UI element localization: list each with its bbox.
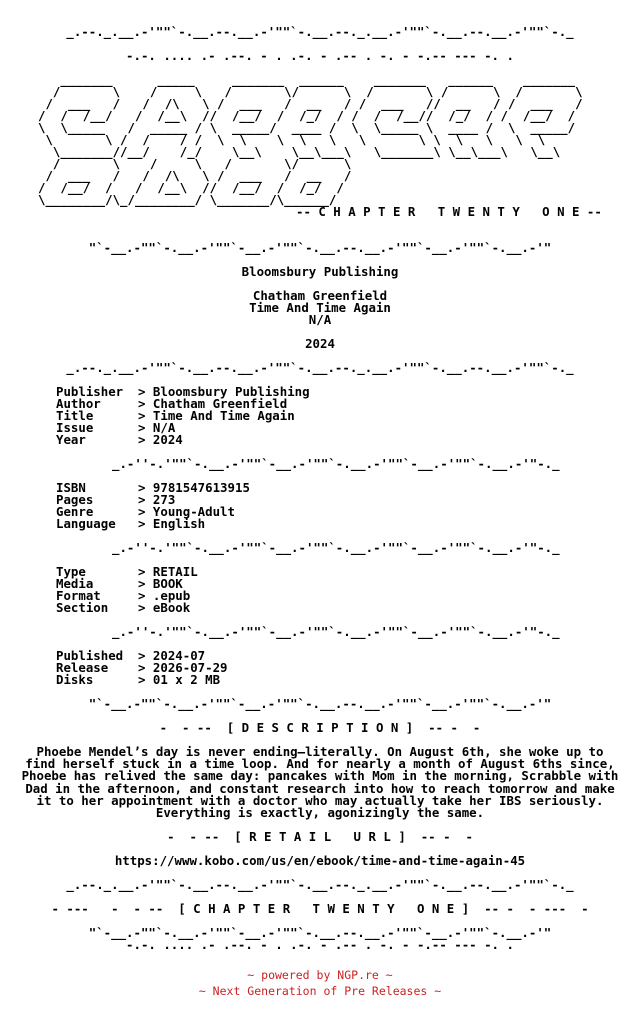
header-publisher: Bloomsbury Publishing [241, 264, 399, 279]
section-rule-top: _.--._.__.-'""`-.__.--.__.-'""`-.__.--._.__.-'""`-.__.--.__.-'""`-._ [66, 360, 574, 375]
info-separator: > [138, 648, 153, 663]
info-separator: > [138, 576, 153, 591]
ascii-art-line: \_______//__/ /_/ \__\ \__\___\ \_______\ \__\___\ \__\ [38, 144, 561, 159]
info-value: 273 [152, 492, 176, 507]
info-row [0, 482, 640, 494]
chapter-tag: -- C H A P T E R T W E N T Y O N E -- [296, 204, 602, 219]
ascii-art-line: / \ / \ / \/ \ / \ / \ / \ [38, 84, 583, 99]
info-value: .epub [152, 588, 191, 603]
info-label: Media [56, 576, 94, 591]
ascii-art-line: \ \ / / / / \ \ \ \ \ \ \ \ \ \ \ \ [38, 132, 546, 147]
info-label: Release [56, 660, 109, 675]
top-rule: _.--._.__.-'""`-.__.--.__.-'""`-.__.--._.__.-'""`-.__.--.__.-'""`-._ [66, 24, 574, 39]
info-value: Chatham Greenfield [152, 396, 288, 411]
info-separator: > [138, 516, 153, 531]
info-label: Language [56, 516, 116, 531]
info-separator: > [138, 672, 153, 687]
ascii-art-line: \________/\_/________/ \_______/\______/ [38, 192, 344, 207]
info-separator: > [138, 492, 153, 507]
info-row [0, 602, 640, 614]
ascii-art-line: \ \_____ / _____ / \ _____/ ____ / \ \_____ \ ____ / \ _____/ [38, 120, 576, 135]
ascii-art-logo [0, 74, 640, 206]
info-label: ISBN [56, 480, 86, 495]
header-title: Time And Time Again [249, 300, 391, 315]
info-label: Pages [56, 492, 94, 507]
section-divider: _.-''-.'""`-.__.-'""`-__.-'""`-.__.-'""`-__.-'""`-.__.-'"-._ [112, 456, 560, 471]
info-separator: > [138, 396, 153, 411]
info-separator: > [138, 384, 153, 399]
dots-rule: -.-. .... .- .--. - . .-. - .-- . -. - -.-- --- -. . [126, 48, 514, 63]
info-label: Section [56, 600, 109, 615]
info-row [0, 662, 640, 674]
info-label: Disks [56, 672, 94, 687]
info-row [0, 410, 640, 422]
header-issue: N/A [308, 312, 332, 327]
section-divider: _.-''-.'""`-.__.-'""`-__.-'""`-.__.-'""`-__.-'""`-.__.-'"-._ [112, 540, 560, 555]
info-value: eBook [152, 600, 191, 615]
description-text: Phoebe Mendel’s day is never ending—literally. On August 6th, she woke up to find herself stuck in a time loop. And for nearly a month of August 6ths since, Phoebe has relived the same day: pancakes with Mom in the morning, Scrabble with Dad in the afternoon, and constant research into how to reach tomorrow and make it to her appointment with a doctor who may actually take her IBS seriously. Everything is exactly, agonizingly the same. [21, 744, 619, 821]
footer-top-rule: _.--._.__.-'""`-.__.--.__.-'""`-.__.--._.__.-'""`-.__.--.__.-'""`-._ [66, 877, 574, 893]
info-label: Issue [56, 420, 94, 435]
nfo-document [0, 26, 640, 951]
info-value: English [152, 516, 206, 531]
closing-rule: "`-__.-""`-.__.-'""`-__.-'""`-.__.--.__.-'""`-__.-'""`-.__.-'" [88, 696, 552, 711]
retail-heading: - - -- [ R E T A I L U R L ] -- - - [167, 829, 473, 845]
info-label: Author [56, 396, 101, 411]
info-label: Genre [56, 504, 94, 519]
info-value: 2026-07-29 [152, 660, 228, 675]
info-separator: > [138, 564, 153, 579]
footer-bottom-rule: "`-__.-""`-.__.-'""`-__.-'""`-.__.--.__.-'""`-__.-'""`-.__.-'" [88, 925, 552, 941]
info-label: Published [56, 648, 124, 663]
info-label: Title [56, 408, 94, 423]
info-separator: > [138, 408, 153, 423]
info-label: Year [56, 432, 86, 447]
header-year: 2024 [305, 336, 335, 351]
info-row [0, 422, 640, 434]
info-value: Young-Adult [152, 504, 235, 519]
info-separator: > [138, 588, 153, 603]
info-row [0, 494, 640, 506]
info-value: 2024 [152, 432, 183, 447]
footer-dots-rule: -.-. .... .- .--. - . .-. - .-- . -. - -.-- --- -. . [126, 937, 514, 953]
info-value: 9781547613915 [152, 480, 250, 495]
info-label: Publisher [56, 384, 124, 399]
ascii-art-line: / /__/ / / /__\ // /__/ / /_/ / [38, 180, 344, 195]
info-value: Bloomsbury Publishing [152, 384, 310, 399]
info-row [0, 566, 640, 578]
credit-line-2: ~ Next Generation of Pre Releases ~ [198, 984, 442, 998]
info-label: Format [56, 588, 101, 603]
banner-bottom-rule: "`-__.-""`-.__.-'""`-__.-'""`-.__.--.__.-'""`-__.-'""`-.__.-'" [88, 240, 552, 255]
description-heading: - - -- [ D E S C R I P T I O N ] -- - - [159, 720, 481, 735]
info-row [0, 518, 640, 530]
info-separator: > [138, 660, 153, 675]
credit-line-1: ~ powered by NGP.re ~ [247, 968, 393, 982]
info-row [0, 674, 640, 686]
info-label: Type [56, 564, 86, 579]
info-separator: > [138, 432, 153, 447]
info-separator: > [138, 600, 153, 615]
info-separator: > [138, 480, 153, 495]
ascii-art-line: / ___ / / /\ \ / ___ / __ / [38, 168, 352, 183]
ascii-art-line: _______ _____ _______ ______ _______ ______ _______ [38, 72, 576, 87]
info-value: N/A [152, 420, 176, 435]
ascii-art-line: / ___ / / /\ \ / ___ / __ / / ___ // __ / / ___ / [38, 96, 583, 111]
ascii-art-line: / \ / \ / \/ \ [38, 156, 352, 171]
retail-url-link[interactable] [0, 855, 640, 867]
info-sections [0, 386, 640, 698]
ascii-art-line: / / /__/ / /__\ // /__/ / /_/ / / / /__// /_/ / / /__/ / [38, 108, 576, 123]
header-author: Chatham Greenfield [252, 288, 388, 303]
info-value: RETAIL [152, 564, 198, 579]
info-row [0, 398, 640, 410]
info-value: BOOK [152, 576, 183, 591]
info-value: 01 x 2 MB [152, 672, 221, 687]
info-value: 2024-07 [152, 648, 206, 663]
info-row [0, 434, 640, 446]
retail-url[interactable]: https://www.kobo.com/us/en/ebook/time-and-time-again-45 [114, 853, 526, 869]
section-divider: _.-''-.'""`-.__.-'""`-__.-'""`-.__.-'""`-__.-'""`-.__.-'"-._ [112, 624, 560, 639]
info-separator: > [138, 504, 153, 519]
info-separator: > [138, 420, 153, 435]
info-value: Time And Time Again [152, 408, 295, 423]
footer-chapter-bar: - --- - - -- [ C H A P T E R T W E N T Y O N E ] -- - - --- - [51, 901, 589, 917]
